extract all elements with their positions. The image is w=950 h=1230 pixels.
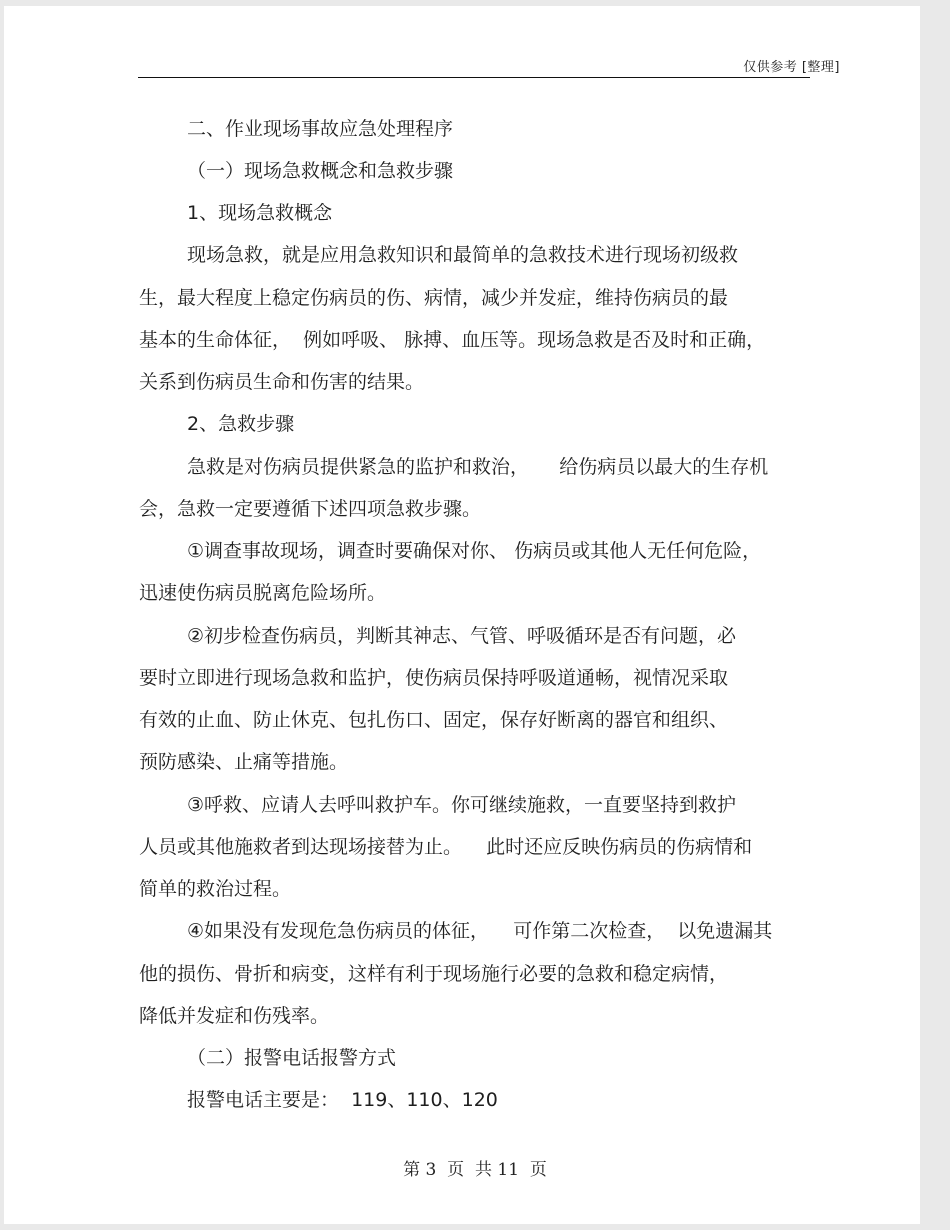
item-heading: 1、现场急救概念 [187,202,333,224]
paragraph-line: ②初步检查伤病员，判断其神志、气管、呼吸循环是否有问题，必 [187,625,737,647]
section-heading: 二、作业现场事故应急处理程序 [187,118,454,140]
paragraph-line: 现场急救，就是应用急救知识和最简单的急救技术进行现场初级救 [187,244,739,266]
header-divider [138,77,810,78]
paragraph-line: 人员或其他施救者到达现场接替为止。 此时还应反映伤病员的伤病情和 [139,836,753,858]
paragraph-line: 基本的生命体征， 例如呼吸、 脉搏、血压等。现场急救是否及时和正确， [139,329,766,351]
paragraph-line: ①调查事故现场，调查时要确保对你、 伤病员或其他人无任何危险， [187,540,762,562]
subsection-heading: （一）现场急救概念和急救步骤 [187,160,454,182]
paragraph-line: 他的损伤、骨折和病变，这样有利于现场施行必要的急救和稳定病情， [139,963,729,985]
document-page [4,6,920,1224]
paragraph-line: 会，急救一定要遵循下述四项急救步骤。 [139,498,482,520]
paragraph-line: 关系到伤病员生命和伤害的结果。 [139,371,425,393]
paragraph-line: ③呼救、应请人去呼叫救护车。你可继续施救，一直要坚持到救护 [187,794,737,816]
paragraph-line: 预防感染、止痛等措施。 [139,751,349,773]
paragraph-line: 简单的救治过程。 [139,878,292,900]
header-note: 仅供参考 [整理] [743,60,840,75]
paragraph-line: 生，最大程度上稳定伤病员的伤、病情，减少并发症，维持伤病员的最 [139,287,729,309]
paragraph-line: ④如果没有发现危急伤病员的体征， 可作第二次检查， 以免遗漏其 [187,920,773,942]
paragraph-line: 降低并发症和伤残率。 [139,1005,330,1027]
paragraph-line: 有效的止血、防止休克、包扎伤口、固定，保存好断离的器官和组织、 [139,709,729,731]
paragraph-line: 迅速使伤病员脱离危险场所。 [139,582,387,604]
page-number-footer: 第 3 页 共 11 页 [403,1160,547,1180]
paragraph-line: 急救是对伤病员提供紧急的监护和救治， 给伤病员以最大的生存机 [187,456,769,478]
item-heading: 2、急救步骤 [187,413,295,435]
subsection-heading: （二）报警电话报警方式 [187,1047,397,1069]
paragraph-line: 报警电话主要是： 119、110、120 [187,1089,498,1111]
paragraph-line: 要时立即进行现场急救和监护，使伤病员保持呼吸道通畅，视情况采取 [139,667,729,689]
